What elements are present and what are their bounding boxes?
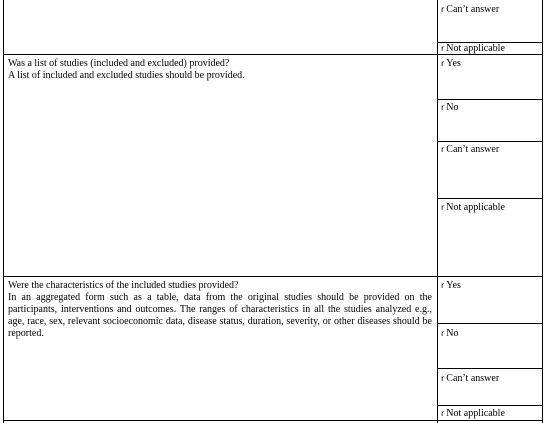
- checkbox-icon[interactable]: r: [441, 44, 445, 53]
- option-label: No: [446, 102, 459, 113]
- option-separator: [437, 368, 543, 369]
- option-separator: [437, 323, 543, 324]
- option-separator: [437, 99, 543, 100]
- option-label: Can’t answer: [446, 4, 500, 15]
- column-divider: [437, 0, 438, 423]
- checkbox-icon[interactable]: r: [441, 59, 445, 68]
- guidance-text: A list of included and excluded studies should be provided.: [8, 70, 245, 81]
- option-label: Can’t answer: [446, 144, 500, 155]
- checkbox-icon[interactable]: r: [441, 329, 445, 338]
- option-label: Not applicable: [446, 408, 505, 419]
- option-cant-answer[interactable]: [441, 144, 499, 156]
- option-not-applicable[interactable]: [441, 43, 505, 55]
- guidance-text: In an aggregated form such as a table, data from the original studies should be provided on the participants, interventions and outcomes. The ranges of characteristics in all the studies analyzed e.g., age, race, sex, relevant socioeconomic data, disease status, duration, severity, or other diseases should be reported.: [8, 292, 432, 339]
- row-separator: [3, 420, 543, 421]
- option-not-applicable[interactable]: [441, 202, 505, 214]
- option-cant-answer[interactable]: [441, 4, 499, 16]
- option-label: Yes: [446, 58, 461, 69]
- option-label: Yes: [446, 280, 461, 291]
- option-yes[interactable]: [441, 280, 461, 292]
- checkbox-icon[interactable]: r: [441, 281, 445, 290]
- checkbox-icon[interactable]: r: [441, 374, 445, 383]
- checkbox-icon[interactable]: r: [441, 103, 445, 112]
- option-cant-answer[interactable]: [441, 373, 499, 385]
- option-not-applicable[interactable]: [441, 408, 505, 420]
- checkbox-icon[interactable]: r: [441, 409, 445, 418]
- option-separator: [437, 405, 543, 406]
- question-cell: [8, 58, 432, 82]
- question-cell: [8, 280, 432, 340]
- question-text: Were the characteristics of the included studies provided?: [8, 280, 239, 291]
- option-label: Not applicable: [446, 43, 505, 54]
- option-separator: [437, 141, 543, 142]
- option-no[interactable]: [441, 328, 459, 340]
- option-separator: [437, 198, 543, 199]
- option-label: Can’t answer: [446, 373, 500, 384]
- checkbox-icon[interactable]: r: [441, 203, 445, 212]
- option-label: Not applicable: [446, 202, 505, 213]
- option-no[interactable]: [441, 102, 459, 114]
- option-yes[interactable]: [441, 58, 461, 70]
- table-right-border: [542, 0, 543, 423]
- checkbox-icon[interactable]: r: [441, 5, 445, 14]
- table-left-border: [3, 0, 4, 423]
- question-text: Was a list of studies (included and excluded) provided?: [8, 58, 230, 69]
- row-separator: [3, 276, 543, 277]
- checkbox-icon[interactable]: r: [441, 145, 445, 154]
- option-label: No: [446, 328, 459, 339]
